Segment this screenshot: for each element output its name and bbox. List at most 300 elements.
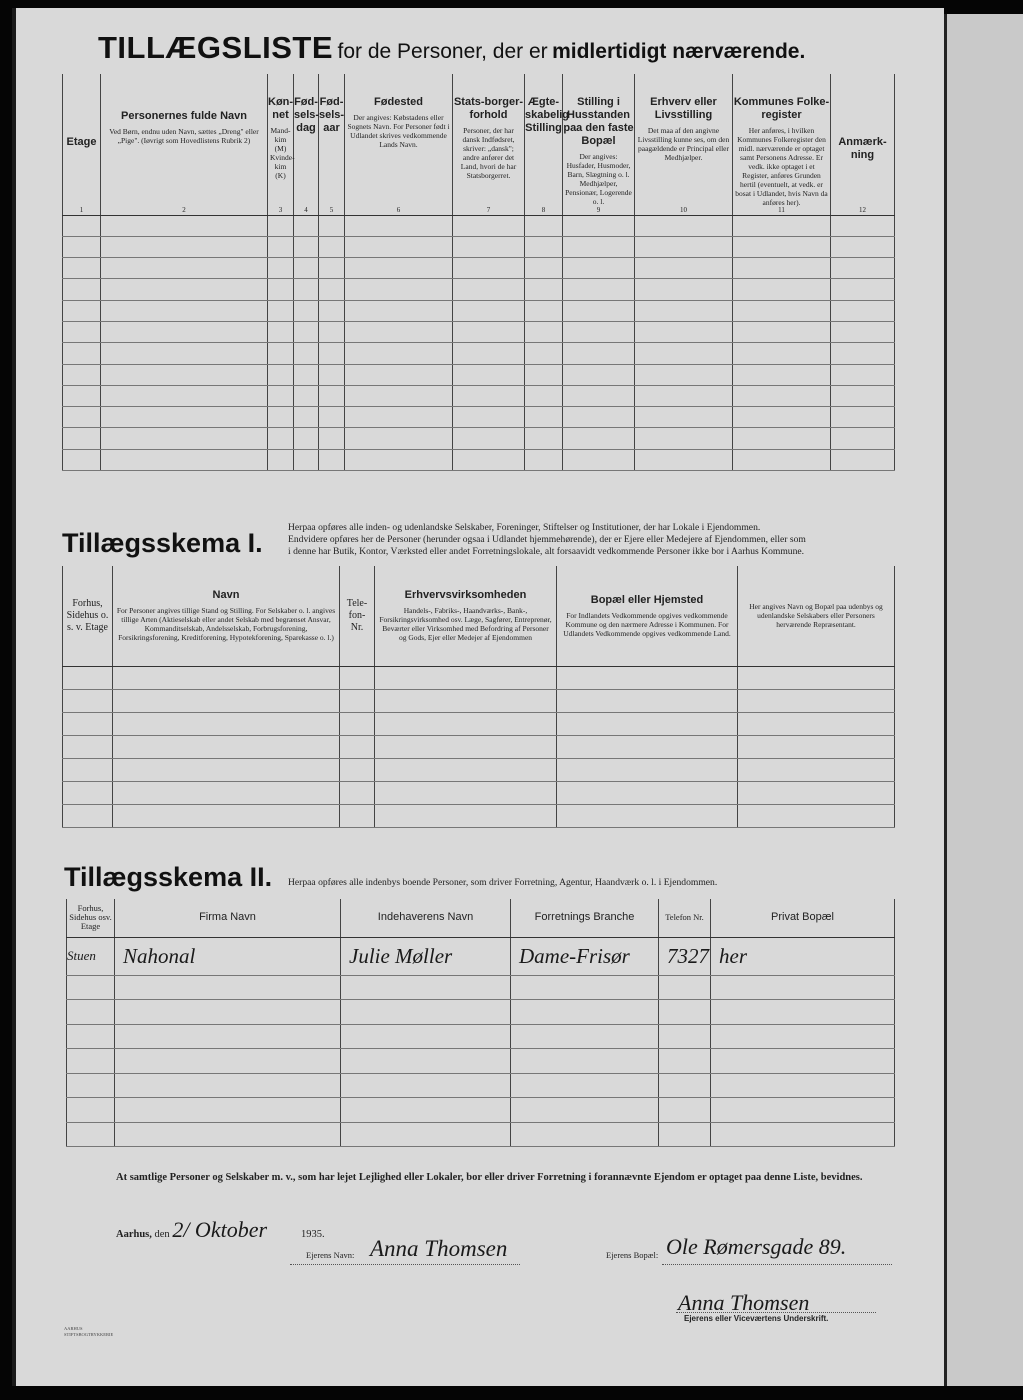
schema1-cell bbox=[113, 712, 340, 735]
list-cell bbox=[453, 407, 525, 428]
schema2-cell bbox=[711, 1122, 895, 1147]
schema2-cell bbox=[115, 1122, 341, 1147]
list-cell bbox=[319, 236, 345, 257]
schema1-cell bbox=[375, 781, 557, 804]
schema1-col-header-3 bbox=[340, 566, 375, 666]
schema2-cell bbox=[511, 1049, 659, 1074]
list-cell bbox=[453, 428, 525, 449]
schema2-cell bbox=[115, 1049, 341, 1074]
schema2-cell bbox=[659, 1073, 711, 1098]
list-row bbox=[63, 428, 895, 449]
schema1-col-header-6 bbox=[738, 566, 895, 666]
schema2-table bbox=[66, 899, 895, 1147]
signature-line bbox=[676, 1312, 876, 1313]
list-row bbox=[63, 258, 895, 279]
list-cell bbox=[831, 385, 895, 406]
list-cell bbox=[733, 343, 831, 364]
list-cell bbox=[268, 385, 294, 406]
schema1-cell bbox=[63, 666, 113, 689]
schema1-cell bbox=[738, 781, 895, 804]
list-cell bbox=[831, 258, 895, 279]
schema2-cell bbox=[711, 1024, 895, 1049]
list-cell bbox=[831, 343, 895, 364]
schema2-cell bbox=[341, 1098, 511, 1123]
schema1-cell bbox=[113, 666, 340, 689]
schema1-cell bbox=[557, 689, 738, 712]
schema2-row bbox=[67, 975, 895, 1000]
list-cell bbox=[268, 258, 294, 279]
list-cell bbox=[831, 407, 895, 428]
schema2-cell bbox=[341, 1024, 511, 1049]
list-cell bbox=[525, 321, 563, 342]
schema1-col-note: Forhus, Sidehus o. s. v. Etage bbox=[66, 597, 109, 633]
schema2-col-header-5: Telefon Nr. bbox=[659, 899, 711, 937]
list-cell bbox=[294, 321, 319, 342]
list-cell bbox=[345, 407, 453, 428]
schema1-note-line1: Herpaa opføres alle inden- og udenlandske Selskaber, Foreninger, Stiftelser og Institutioner, der har Lokale i Ejendommen. bbox=[288, 522, 761, 533]
schema1-row bbox=[63, 689, 895, 712]
schema2-cell bbox=[659, 1049, 711, 1074]
list-cell bbox=[319, 449, 345, 470]
schema2-cell bbox=[67, 1073, 115, 1098]
schema1-cell bbox=[375, 712, 557, 735]
signature-label: Ejerens eller Viceværtens Underskrift. bbox=[684, 1314, 829, 1323]
schema1-row bbox=[63, 735, 895, 758]
list-cell bbox=[63, 428, 101, 449]
list-cell bbox=[635, 236, 733, 257]
list-cell bbox=[101, 449, 268, 470]
schema2-cell bbox=[67, 1122, 115, 1147]
schema2-cell bbox=[341, 975, 511, 1000]
schema1-cell bbox=[375, 804, 557, 827]
schema1-cell bbox=[738, 758, 895, 781]
owner-address-label: Ejerens Bopæl: bbox=[606, 1250, 659, 1260]
list-col-title: Køn-net bbox=[268, 96, 294, 121]
list-col-number: 5 bbox=[329, 205, 334, 214]
list-cell bbox=[268, 279, 294, 300]
list-col-title: Etage bbox=[66, 136, 97, 148]
list-cell bbox=[63, 385, 101, 406]
schema2-cell bbox=[659, 1024, 711, 1049]
list-col-title: Stats-borger-forhold bbox=[453, 96, 524, 121]
list-cell bbox=[453, 321, 525, 342]
list-cell bbox=[733, 279, 831, 300]
schema1-cell bbox=[557, 666, 738, 689]
schema1-cell bbox=[557, 804, 738, 827]
list-cell bbox=[294, 428, 319, 449]
list-cell bbox=[101, 258, 268, 279]
list-cell bbox=[563, 215, 635, 236]
list-cell bbox=[319, 300, 345, 321]
list-cell bbox=[563, 321, 635, 342]
list-col-header-9 bbox=[563, 74, 635, 215]
schema2-row bbox=[67, 1098, 895, 1123]
list-col-title: Fød-sels-dag bbox=[294, 96, 320, 134]
list-cell bbox=[294, 258, 319, 279]
list-cell bbox=[563, 343, 635, 364]
schema1-cell bbox=[113, 781, 340, 804]
schema2-cell bbox=[659, 975, 711, 1000]
schema2-cell bbox=[711, 1098, 895, 1123]
schema1-row bbox=[63, 666, 895, 689]
list-row bbox=[63, 343, 895, 364]
list-col-number: 9 bbox=[596, 205, 601, 214]
schema2-cell bbox=[341, 1000, 511, 1025]
schema1-cell bbox=[738, 689, 895, 712]
list-col-number: 10 bbox=[680, 205, 687, 214]
list-cell bbox=[268, 321, 294, 342]
schema1-col-title: Bopæl eller Hjemsted bbox=[590, 593, 704, 606]
schema1-row bbox=[63, 758, 895, 781]
schema2-cell bbox=[659, 1000, 711, 1025]
list-col-title: Anmærk-ning bbox=[838, 136, 887, 161]
list-cell bbox=[831, 279, 895, 300]
list-cell bbox=[63, 407, 101, 428]
schema2-cell bbox=[67, 1098, 115, 1123]
list-row bbox=[63, 321, 895, 342]
list-cell bbox=[563, 279, 635, 300]
list-cell bbox=[525, 258, 563, 279]
list-cell bbox=[453, 279, 525, 300]
list-cell bbox=[635, 428, 733, 449]
schema1-col-note: For Indlandets Vedkommende opgives vedkommende Kommune og den nærmere Adresse i Kommunen. For Udlandets Vedkommende opgives vedkommende Land. bbox=[563, 610, 731, 638]
owner-name-line bbox=[290, 1264, 520, 1265]
list-cell bbox=[733, 428, 831, 449]
list-col-header-11 bbox=[733, 74, 831, 215]
schema1-col-header-4 bbox=[375, 566, 557, 666]
list-cell bbox=[831, 300, 895, 321]
list-cell bbox=[268, 215, 294, 236]
schema2-cell bbox=[511, 1122, 659, 1147]
list-cell bbox=[525, 449, 563, 470]
list-col-title: Fød-sels-aar bbox=[319, 96, 345, 134]
list-cell bbox=[294, 215, 319, 236]
list-cell bbox=[345, 449, 453, 470]
list-cell bbox=[525, 343, 563, 364]
schema1-cell bbox=[375, 735, 557, 758]
list-cell bbox=[453, 449, 525, 470]
list-cell bbox=[635, 364, 733, 385]
list-cell bbox=[319, 343, 345, 364]
schema2-cell bbox=[711, 1000, 895, 1025]
list-cell bbox=[733, 236, 831, 257]
schema1-cell bbox=[340, 781, 375, 804]
list-cell bbox=[635, 279, 733, 300]
list-cell bbox=[63, 258, 101, 279]
list-col-number: 4 bbox=[304, 205, 308, 214]
list-cell bbox=[831, 364, 895, 385]
list-cell bbox=[525, 236, 563, 257]
list-cell bbox=[101, 407, 268, 428]
list-cell bbox=[319, 428, 345, 449]
date-line bbox=[116, 1217, 325, 1243]
signature-handwritten: Anna Thomsen bbox=[678, 1290, 810, 1315]
schema2-col-header-6: Privat Bopæl bbox=[711, 899, 895, 937]
list-cell bbox=[563, 300, 635, 321]
schema2-cell bbox=[711, 975, 895, 1000]
list-cell bbox=[294, 449, 319, 470]
list-cell bbox=[101, 364, 268, 385]
list-cell bbox=[635, 343, 733, 364]
schema1-col-note: Her angives Navn og Bopæl paa udenbys og udenlandske Selskabers eller Personers herværende Repræsentant. bbox=[749, 602, 883, 630]
schema1-cell bbox=[63, 735, 113, 758]
schema2-row bbox=[67, 1000, 895, 1025]
schema2-cell bbox=[511, 1000, 659, 1025]
list-cell bbox=[345, 258, 453, 279]
list-col-note: Her anføres, i hvilken Kommunes Folkeregister den midl. nærværende er optaget samt Personens Adresse. Er vedk. ikke optaget i et Register, anføres Grunden hertil (eventuelt, at vedk. er bosat i Udlandet, hvis Navn da anføres her). bbox=[735, 126, 828, 207]
schema1-col-note: Tele-fon-Nr. bbox=[346, 597, 368, 633]
list-row bbox=[63, 279, 895, 300]
schema1-table bbox=[62, 566, 895, 828]
list-cell bbox=[635, 407, 733, 428]
schema1-cell bbox=[375, 689, 557, 712]
schema2-entry-branche: Dame-Frisør bbox=[519, 943, 630, 968]
footer-statement bbox=[116, 1172, 863, 1183]
list-cell bbox=[831, 449, 895, 470]
list-cell bbox=[831, 236, 895, 257]
list-cell bbox=[345, 236, 453, 257]
list-col-title: Fødested bbox=[374, 96, 423, 108]
list-cell bbox=[294, 236, 319, 257]
list-col-number: 1 bbox=[79, 205, 84, 214]
schema1-cell bbox=[375, 758, 557, 781]
list-cell bbox=[294, 279, 319, 300]
list-cell bbox=[831, 215, 895, 236]
schema2-entry-telefon: 7327 bbox=[667, 943, 709, 968]
schema1-col-header-5 bbox=[557, 566, 738, 666]
list-cell bbox=[345, 279, 453, 300]
list-cell bbox=[294, 364, 319, 385]
schema2-cell bbox=[67, 937, 115, 975]
list-col-header-4 bbox=[294, 74, 319, 215]
list-cell bbox=[319, 321, 345, 342]
schema2-cell bbox=[67, 975, 115, 1000]
list-col-note: Personer, der har dansk Indfødsret, skriver: „dansk"; andre anfører det Land, hvori de har Statsborgerret. bbox=[460, 126, 517, 180]
schema1-cell bbox=[738, 666, 895, 689]
list-col-note: Der angives: Husfader, Husmoder, Barn, Slægtning o. l. Medhjælper, Pensionær, Logerende o. l. bbox=[565, 152, 632, 206]
list-col-number: 8 bbox=[541, 205, 546, 214]
schema1-cell bbox=[113, 758, 340, 781]
schema2-col-header-2: Firma Navn bbox=[115, 899, 341, 937]
schema2-row bbox=[67, 1073, 895, 1098]
schema2-entry-etage: Stuen bbox=[67, 948, 96, 963]
list-cell bbox=[268, 364, 294, 385]
list-cell bbox=[525, 428, 563, 449]
list-cell bbox=[453, 343, 525, 364]
list-cell bbox=[268, 449, 294, 470]
list-cell bbox=[733, 364, 831, 385]
list-col-number: 2 bbox=[182, 205, 186, 214]
owner-address-handwritten: Ole Rømersgade 89. bbox=[666, 1234, 847, 1259]
list-row bbox=[63, 300, 895, 321]
list-cell bbox=[319, 279, 345, 300]
list-cell bbox=[525, 407, 563, 428]
list-col-header-7 bbox=[453, 74, 525, 215]
list-cell bbox=[101, 279, 268, 300]
list-row bbox=[63, 407, 895, 428]
main-title-part2: midlertidigt nærværende. bbox=[552, 40, 806, 63]
list-col-number: 3 bbox=[278, 205, 283, 214]
schema1-cell bbox=[557, 735, 738, 758]
list-cell bbox=[453, 236, 525, 257]
list-cell bbox=[733, 385, 831, 406]
list-row bbox=[63, 449, 895, 470]
list-cell bbox=[63, 321, 101, 342]
schema1-cell bbox=[63, 804, 113, 827]
schema2-cell bbox=[511, 937, 659, 975]
schema2-cell bbox=[115, 1098, 341, 1123]
main-title-part1: for de Personer, der er bbox=[337, 40, 548, 63]
list-col-note: Det maa af den angivne Livsstilling kunne ses, om den paagældende er Principal eller Medhjælper. bbox=[637, 126, 730, 162]
schema1-col-title: Navn bbox=[212, 589, 240, 602]
list-col-number: 11 bbox=[778, 205, 785, 214]
footer-statement-text: At samtlige Personer og Selskaber m. v., som har lejet Lejlighed eller Lokaler, bor eller driver Forretning i forannævnte Ejendom er optaget paa denne Liste, bevidnes. bbox=[116, 1172, 863, 1183]
list-cell bbox=[525, 279, 563, 300]
schema2-cell bbox=[341, 1049, 511, 1074]
list-cell bbox=[294, 385, 319, 406]
list-cell bbox=[294, 407, 319, 428]
schema2-entry-bopael: her bbox=[719, 943, 747, 968]
list-col-note: Der angives: Købstadens eller Sognets Navn. For Personer født i Udlandet skrives vedkommende Lands Navn. bbox=[347, 113, 450, 149]
schema1-cell bbox=[557, 781, 738, 804]
list-col-title: Kommunes Folke-register bbox=[733, 96, 830, 121]
list-cell bbox=[63, 364, 101, 385]
schema2-col-header-4: Forretnings Branche bbox=[511, 899, 659, 937]
schema2-col-header-3: Indehaverens Navn bbox=[341, 899, 511, 937]
schema1-cell bbox=[738, 735, 895, 758]
list-cell bbox=[563, 236, 635, 257]
list-cell bbox=[319, 364, 345, 385]
owner-address-line bbox=[662, 1264, 892, 1265]
list-col-header-5 bbox=[319, 74, 345, 215]
schema1-cell bbox=[557, 758, 738, 781]
list-col-header-10 bbox=[635, 74, 733, 215]
schema2-cell bbox=[511, 1098, 659, 1123]
list-col-title: Personernes fulde Navn bbox=[121, 110, 247, 122]
list-col-title: Erhverv eller Livsstilling bbox=[650, 96, 717, 121]
schema1-cell bbox=[557, 712, 738, 735]
schema1-col-note: Handels-, Fabriks-, Haandværks-, Bank-, Forsikringsvirksomhed osv. Læge, Sagfører, Entreprenør, Beværter eller Virksomhed med Befordring af Personer og Gods, Ejer eller Medejer af Ejendommen bbox=[379, 606, 552, 643]
list-cell bbox=[635, 449, 733, 470]
schema2-cell bbox=[511, 975, 659, 1000]
schema2-cell bbox=[67, 1024, 115, 1049]
list-cell bbox=[635, 385, 733, 406]
list-cell bbox=[345, 428, 453, 449]
printer-imprint: AARHUS STIFTSBOGTRYKKERIE bbox=[64, 1326, 114, 1337]
schema1-row bbox=[63, 781, 895, 804]
schema1-cell bbox=[340, 735, 375, 758]
list-col-note: Mand-kim (M) Kvinde-kim (K) bbox=[270, 126, 295, 180]
list-cell bbox=[268, 236, 294, 257]
list-cell bbox=[831, 321, 895, 342]
list-row bbox=[63, 364, 895, 385]
list-col-header-12 bbox=[831, 74, 895, 215]
place-label: Aarhus, bbox=[116, 1229, 152, 1240]
list-col-number: 12 bbox=[859, 205, 866, 214]
list-cell bbox=[563, 407, 635, 428]
list-cell bbox=[319, 407, 345, 428]
list-cell bbox=[294, 343, 319, 364]
schema2-entry-indehaver: Julie Møller bbox=[349, 943, 453, 968]
list-col-header-3 bbox=[268, 74, 294, 215]
schema2-col-header-1: Forhus, Sidehus osv. Etage bbox=[67, 899, 115, 937]
schema1-row bbox=[63, 712, 895, 735]
list-row bbox=[63, 236, 895, 257]
list-cell bbox=[635, 321, 733, 342]
list-col-header-8 bbox=[525, 74, 570, 215]
schema2-cell bbox=[341, 937, 511, 975]
list-cell bbox=[563, 428, 635, 449]
list-cell bbox=[101, 215, 268, 236]
schema2-cell bbox=[115, 975, 341, 1000]
list-cell bbox=[63, 279, 101, 300]
year-label: 1935. bbox=[300, 1229, 325, 1240]
list-cell bbox=[453, 385, 525, 406]
list-cell bbox=[101, 343, 268, 364]
list-cell bbox=[733, 300, 831, 321]
list-cell bbox=[268, 300, 294, 321]
schema2-cell bbox=[341, 1122, 511, 1147]
schema2-row bbox=[67, 1049, 895, 1074]
schema2-cell bbox=[711, 1049, 895, 1074]
schema2-cell bbox=[67, 1049, 115, 1074]
schema1-cell bbox=[63, 781, 113, 804]
owner-name-label: Ejerens Navn: bbox=[306, 1250, 355, 1260]
list-col-number: 6 bbox=[396, 205, 401, 214]
list-cell bbox=[453, 364, 525, 385]
schema1-col-header-2 bbox=[113, 566, 340, 666]
list-cell bbox=[63, 449, 101, 470]
schema2-title: Tillægsskema II. bbox=[64, 862, 273, 892]
list-row bbox=[63, 385, 895, 406]
schema1-cell bbox=[340, 689, 375, 712]
schema2-cell bbox=[511, 1073, 659, 1098]
list-cell bbox=[453, 300, 525, 321]
list-cell bbox=[525, 300, 563, 321]
list-cell bbox=[635, 215, 733, 236]
main-title bbox=[98, 30, 805, 66]
schema1-cell bbox=[340, 804, 375, 827]
list-cell bbox=[733, 449, 831, 470]
list-cell bbox=[525, 385, 563, 406]
list-col-number: 7 bbox=[486, 205, 491, 214]
schema1-col-note: For Personer angives tillige Stand og Stilling. For Selskaber o. l. angives tillige Arten (Aktieselskab eller andet Selskab med begrænset Ansvar, Kommanditselskab, Andelsselskab, Forbrugsforening, Forsikringsforening, Kreditforening, Hypotekforening, Sparekasse o. l.) bbox=[116, 606, 336, 643]
list-table bbox=[62, 74, 895, 471]
schema2-cell bbox=[115, 1024, 341, 1049]
schema1-col-title: Erhvervsvirksomheden bbox=[404, 589, 527, 602]
list-cell bbox=[635, 258, 733, 279]
schema2-cell bbox=[115, 937, 341, 975]
schema2-note: Herpaa opføres alle indenbys boende Personer, som driver Forretning, Agentur, Haandværk o. l. i Ejendommen. bbox=[288, 877, 718, 888]
schema1-col-header-1 bbox=[63, 566, 113, 666]
list-row bbox=[63, 215, 895, 236]
list-cell bbox=[563, 449, 635, 470]
schema1-cell bbox=[738, 712, 895, 735]
schema1-cell bbox=[113, 735, 340, 758]
list-cell bbox=[345, 364, 453, 385]
list-cell bbox=[733, 215, 831, 236]
schema1-cell bbox=[340, 758, 375, 781]
list-cell bbox=[563, 258, 635, 279]
list-col-title: Ægte-skabelig Stilling bbox=[525, 96, 570, 134]
schema1-cell bbox=[340, 666, 375, 689]
schema1-note-line3: i denne har Butik, Kontor, Værksted eller andet Forretningslokale, alt forsaavidt vedkommende Personer ikke bor i Aarhus Kommune. bbox=[288, 546, 805, 557]
list-cell bbox=[345, 300, 453, 321]
schema2-cell bbox=[659, 1122, 711, 1147]
date-handwritten: 2/ Oktober bbox=[172, 1217, 268, 1242]
schema1-cell bbox=[738, 804, 895, 827]
list-cell bbox=[319, 385, 345, 406]
